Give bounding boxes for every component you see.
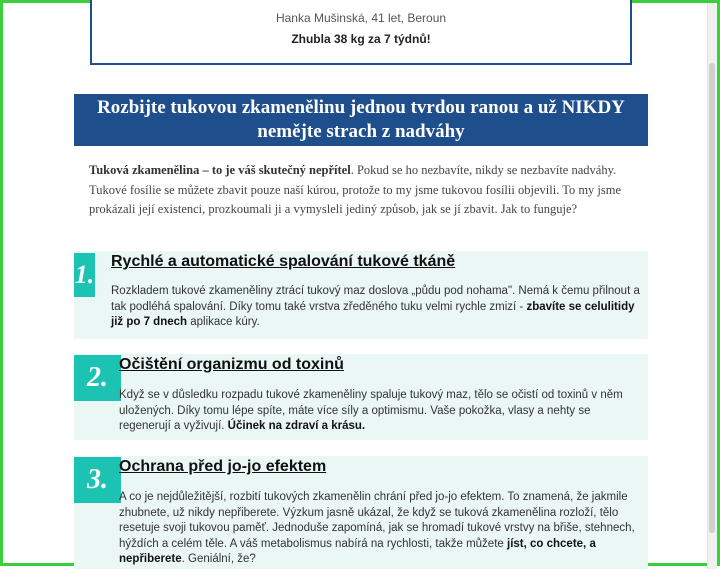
benefit-text-part: Když se v důsledku rozpadu tukové zkameněliny spaluje tukový maz, tělo se očistí od toxinů v něm uložených. Díky tomu lépe spíte, máte více síly a optimismu. Vaše pokožka, vlasy a nehty se regenerují a vyživují.	[119, 389, 623, 432]
vertical-scrollbar[interactable]	[707, 3, 717, 569]
intro-bold: Tuková zkamenělina – to je váš skutečný nepřítel	[89, 163, 351, 177]
testimonial-name: Hanka Mušinská, 41 let, Beroun	[275, 11, 447, 25]
benefit-text	[119, 490, 649, 568]
benefit-text	[111, 284, 647, 331]
benefit-heading: Očištění organizmu od toxinů	[119, 356, 344, 373]
benefit-text	[119, 388, 641, 435]
benefit-3	[74, 456, 648, 569]
benefit-number-badge: 2.	[74, 355, 121, 401]
benefit-text-bold: Účinek na zdraví a krásu.	[227, 420, 366, 432]
intro-text: . Pokud se ho nezbavíte, nikdy se nezbavíte nadváhy. Tukové fosílie se můžete zbavit pouze naší kúrou, protože to my jsme tukovou fosílii objevili. To my jsme prokázali její existenci, prozkoumali ji a vymysleli jediný způsob, jak se jí zbavit. Jak to funguje?	[89, 163, 622, 216]
intro-paragraph	[89, 161, 639, 220]
benefit-number-badge: 3.	[74, 457, 121, 503]
testimonial-box	[90, 0, 632, 65]
headline-banner	[74, 94, 648, 146]
benefit-text-bold: jíst, co chcete, a nepřiberete	[119, 537, 596, 565]
benefit-2	[74, 354, 648, 440]
benefit-heading: Rychlé a automatické spalování tukové tkáně	[111, 253, 456, 270]
banner-title: Rozbijte tukovou zkamenělinu jednou tvrdou ranou a už NIKDY nemějte strach z nadváhy	[97, 97, 625, 142]
testimonial-result: Zhubla 38 kg za 7 týdnů!	[291, 32, 431, 46]
benefit-text-end: aplikace kúry.	[187, 316, 260, 328]
benefit-number-badge: 1.	[74, 253, 95, 297]
benefit-text-part: Rozkladem tukové zkameněliny ztrácí tukový maz doslova „půdu pod nohama". Nemá k čemu přilnout a tak podléhá spalování. Díky tomu také vrstva zředěného tuku velmi rychle zmizí -	[111, 285, 640, 313]
benefit-text-bold: zbavíte se celulitidy již po 7 dnech	[111, 300, 635, 328]
benefit-text-end: . Geniální, že?	[181, 553, 256, 565]
benefit-1	[74, 251, 648, 339]
benefit-heading: Ochrana před jo-jo efektem	[119, 458, 327, 475]
benefit-text-part: A co je nejdůležitější, rozbití tukových zkamenělin chrání před jo-jo efektem. To znamená, že jakmile zhubnete, už nikdy nepřiberete. Výzkum jasně ukázal, že když se tuková zkamenělina rozloží, tělo resetuje svoji tukovou paměť. Jednoduše zapomíná, jak se hromadí tukové vrstvy na břiše, stehnech, hýždích a celém těle. A váš metabolismus nabírá na rychlosti, takže můžete	[119, 491, 635, 550]
scrollbar-thumb[interactable]	[709, 63, 715, 533]
